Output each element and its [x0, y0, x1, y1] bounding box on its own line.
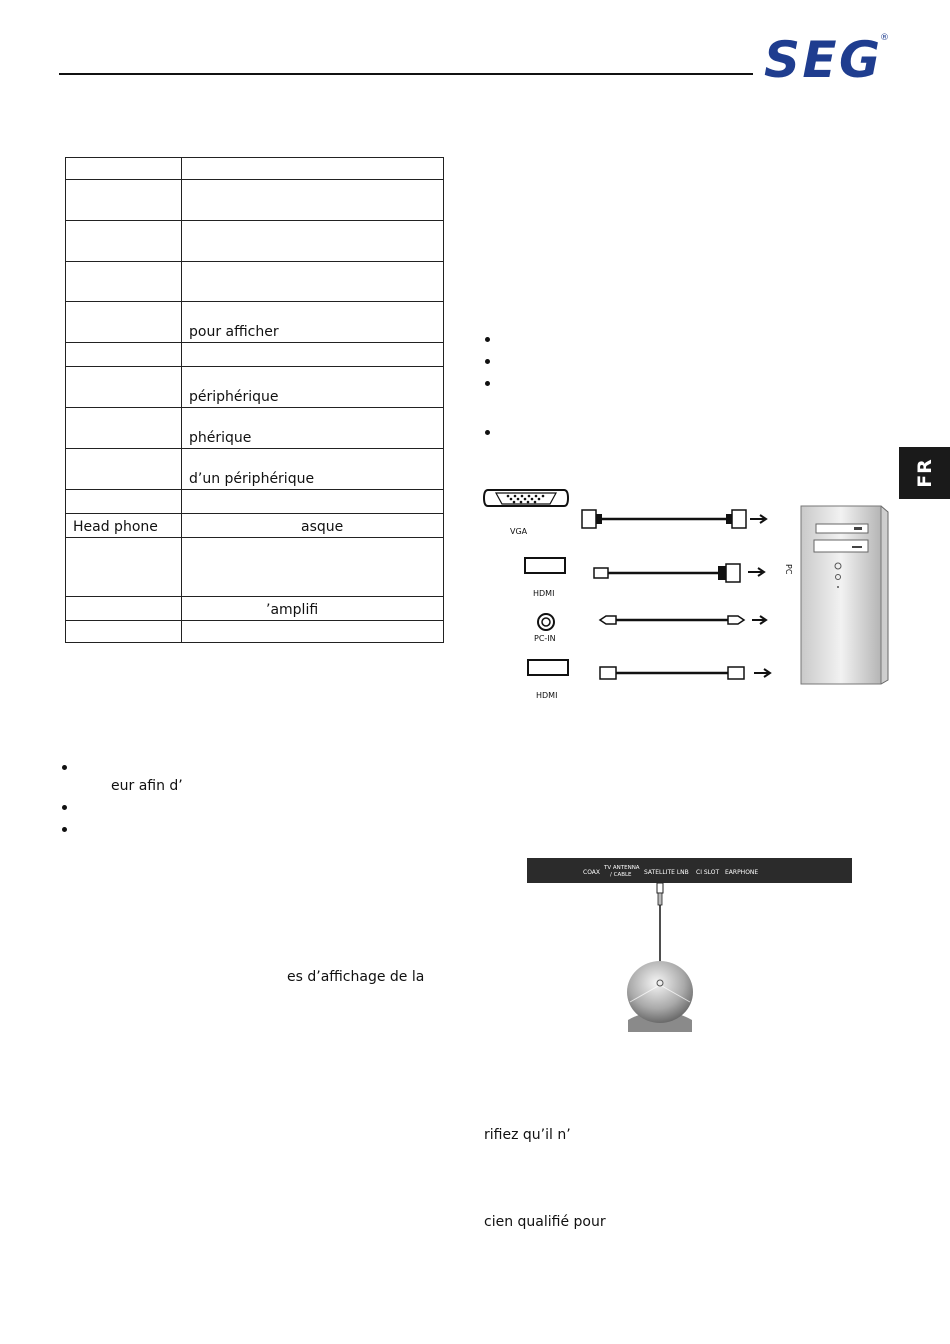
table-row — [66, 343, 444, 367]
pc-connection-diagram — [478, 480, 898, 710]
pc-in-jack-icon — [538, 614, 554, 630]
pc-in-label: PC-IN — [534, 634, 556, 643]
port-description-cell: périphérique — [182, 367, 444, 408]
port-name-cell: Head phone — [66, 514, 182, 538]
port-name-cell — [66, 490, 182, 514]
port-name-cell — [66, 367, 182, 408]
antenna-dome-icon — [627, 961, 693, 1032]
antenna-connection-diagram — [520, 852, 860, 1032]
port-name-cell — [66, 449, 182, 490]
hdmi-label: HDMI — [536, 691, 558, 700]
panel-label-cable: / CABLE — [610, 872, 632, 878]
pc-label: PC — [784, 564, 793, 575]
bullet — [485, 381, 490, 386]
bullet — [62, 765, 67, 770]
table-row — [66, 514, 444, 538]
vga-port-icon — [484, 490, 568, 506]
table-row — [66, 449, 444, 490]
panel-label-coax: COAX — [583, 869, 601, 876]
table-row — [66, 180, 444, 221]
port-description-cell: phérique — [182, 408, 444, 449]
port-description-cell — [182, 490, 444, 514]
hdmi-port-icon — [525, 558, 565, 573]
brand-logo — [762, 28, 892, 84]
hdmi-dvi-cable-icon — [594, 564, 764, 582]
port-name-cell — [66, 158, 182, 180]
port-name-cell — [66, 621, 182, 643]
bullet — [62, 805, 67, 810]
port-description-cell — [182, 538, 444, 597]
port-name-cell — [66, 221, 182, 262]
table-row — [66, 408, 444, 449]
port-name-cell — [66, 597, 182, 621]
tv-rear-panel — [527, 858, 852, 883]
port-name-cell — [66, 538, 182, 597]
pc-tower-icon — [801, 506, 888, 684]
registered-mark: ® — [880, 33, 889, 43]
body-text: rifiez qu’il n’ — [484, 1127, 571, 1143]
port-description-cell — [182, 180, 444, 221]
table-row — [66, 538, 444, 597]
table-row — [66, 221, 444, 262]
port-name-cell — [66, 343, 182, 367]
body-text: es d’affichage de la — [287, 969, 425, 985]
audio-cable-icon — [600, 616, 766, 624]
table-row — [66, 158, 444, 180]
table-row — [66, 621, 444, 643]
port-description-cell — [182, 158, 444, 180]
hdmi-label: HDMI — [533, 589, 555, 598]
hdmi-cable-icon — [600, 667, 770, 679]
vga-cable-icon — [582, 510, 766, 528]
table-row — [66, 490, 444, 514]
vga-label: VGA — [510, 527, 528, 536]
table-row — [66, 262, 444, 302]
ports-table — [65, 157, 444, 643]
body-text: cien qualifié pour — [484, 1214, 606, 1230]
port-description-cell — [182, 343, 444, 367]
port-description-cell — [182, 262, 444, 302]
table-row — [66, 597, 444, 621]
port-description-cell: ’amplifi — [182, 597, 444, 621]
header-rule — [59, 73, 753, 75]
port-description-cell: asque — [182, 514, 444, 538]
port-description-cell: d’un périphérique — [182, 449, 444, 490]
bullet — [485, 359, 490, 364]
table-row — [66, 302, 444, 343]
port-description-cell: pour afficher — [182, 302, 444, 343]
panel-label-satellite: SATELLITE LNB — [644, 869, 689, 876]
table-row — [66, 367, 444, 408]
port-name-cell — [66, 408, 182, 449]
port-name-cell — [66, 180, 182, 221]
brand-wordmark: SEG — [764, 31, 877, 84]
panel-label-tv-antenna: TV ANTENNA — [604, 865, 640, 871]
port-name-cell — [66, 302, 182, 343]
panel-label-ci-slot: CI SLOT — [696, 869, 720, 876]
bullet — [485, 337, 490, 342]
port-description-cell — [182, 221, 444, 262]
language-tab — [899, 447, 950, 499]
port-description-cell — [182, 621, 444, 643]
language-tab-label: FR — [913, 458, 936, 488]
port-name-cell — [66, 262, 182, 302]
bullet — [62, 827, 67, 832]
body-text: eur afin d’ — [111, 778, 183, 794]
bullet — [485, 430, 490, 435]
hdmi-port-icon — [528, 660, 568, 675]
panel-label-earphone: EARPHONE — [725, 869, 759, 876]
